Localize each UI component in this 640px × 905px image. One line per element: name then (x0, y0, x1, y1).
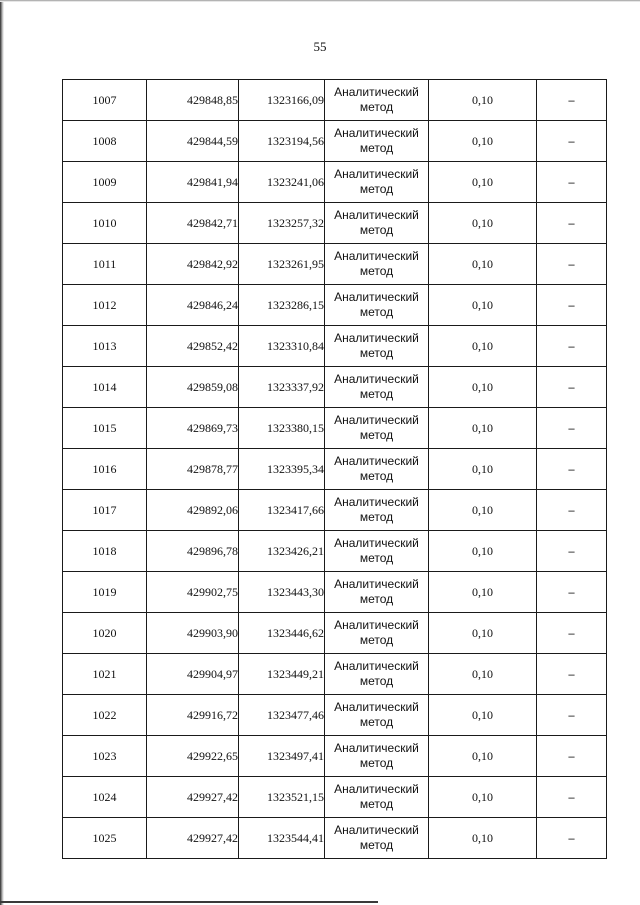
method-text: метод (359, 223, 394, 237)
method-cell (325, 777, 429, 818)
table-row (63, 326, 607, 367)
description-cell: – (537, 531, 607, 572)
method-text: Аналитический (334, 290, 419, 304)
accuracy-cell: 0,10 (429, 326, 537, 367)
description-cell: – (537, 162, 607, 203)
point-number-cell: 1013 (63, 326, 147, 367)
y-coordinate-cell: 1323337,92 (239, 367, 325, 408)
y-coordinate-cell: 1323521,15 (239, 777, 325, 818)
accuracy-cell: 0,10 (429, 121, 537, 162)
x-coordinate-cell: 429902,75 (147, 572, 239, 613)
description-cell: – (537, 367, 607, 408)
point-number-cell: 1015 (63, 408, 147, 449)
method-text: Аналитический (334, 413, 419, 427)
method-text: метод (359, 756, 394, 770)
y-coordinate-cell: 1323261,95 (239, 244, 325, 285)
method-text: Аналитический (334, 126, 419, 140)
description-cell: – (537, 121, 607, 162)
method-text: метод (359, 797, 394, 811)
description-cell: – (537, 695, 607, 736)
y-coordinate-cell: 1323497,41 (239, 736, 325, 777)
method-cell (325, 367, 429, 408)
method-text: Аналитический (334, 167, 419, 181)
method-text: Аналитический (334, 618, 419, 632)
method-text: метод (359, 387, 394, 401)
method-text: Аналитический (334, 782, 419, 796)
accuracy-cell: 0,10 (429, 695, 537, 736)
method-cell (325, 654, 429, 695)
method-cell (325, 818, 429, 859)
description-cell: – (537, 736, 607, 777)
point-number-cell: 1019 (63, 572, 147, 613)
y-coordinate-cell: 1323426,21 (239, 531, 325, 572)
accuracy-cell: 0,10 (429, 490, 537, 531)
description-cell: – (537, 490, 607, 531)
description-cell: – (537, 285, 607, 326)
x-coordinate-cell: 429892,06 (147, 490, 239, 531)
y-coordinate-cell: 1323477,46 (239, 695, 325, 736)
table-row (63, 654, 607, 695)
method-cell (325, 613, 429, 654)
table-row (63, 367, 607, 408)
y-coordinate-cell: 1323257,32 (239, 203, 325, 244)
y-coordinate-cell: 1323194,56 (239, 121, 325, 162)
point-number-cell: 1007 (63, 80, 147, 121)
method-cell (325, 203, 429, 244)
table-row (63, 449, 607, 490)
point-number-cell: 1009 (63, 162, 147, 203)
y-coordinate-cell: 1323443,30 (239, 572, 325, 613)
method-text: метод (359, 838, 394, 852)
description-cell: – (537, 777, 607, 818)
y-coordinate-cell: 1323449,21 (239, 654, 325, 695)
method-text: Аналитический (334, 208, 419, 222)
accuracy-cell: 0,10 (429, 367, 537, 408)
description-cell: – (537, 613, 607, 654)
y-coordinate-cell: 1323446,62 (239, 613, 325, 654)
method-text: Аналитический (334, 659, 419, 673)
method-text: Аналитический (334, 495, 419, 509)
method-text: метод (359, 551, 394, 565)
scan-shadow-left (0, 0, 4, 905)
accuracy-cell: 0,10 (429, 777, 537, 818)
accuracy-cell: 0,10 (429, 162, 537, 203)
description-cell: – (537, 244, 607, 285)
point-number-cell: 1008 (63, 121, 147, 162)
table-row (63, 736, 607, 777)
point-number-cell: 1018 (63, 531, 147, 572)
table-row (63, 613, 607, 654)
coordinates-table-body (63, 80, 607, 859)
point-number-cell: 1017 (63, 490, 147, 531)
accuracy-cell: 0,10 (429, 818, 537, 859)
method-text: метод (359, 264, 394, 278)
x-coordinate-cell: 429916,72 (147, 695, 239, 736)
method-cell (325, 531, 429, 572)
method-text: метод (359, 428, 394, 442)
description-cell: – (537, 572, 607, 613)
accuracy-cell: 0,10 (429, 244, 537, 285)
method-text: метод (359, 305, 394, 319)
method-cell (325, 408, 429, 449)
x-coordinate-cell: 429844,59 (147, 121, 239, 162)
description-cell: – (537, 203, 607, 244)
x-coordinate-cell: 429842,92 (147, 244, 239, 285)
x-coordinate-cell: 429846,24 (147, 285, 239, 326)
point-number-cell: 1022 (63, 695, 147, 736)
x-coordinate-cell: 429878,77 (147, 449, 239, 490)
method-cell (325, 326, 429, 367)
x-coordinate-cell: 429869,73 (147, 408, 239, 449)
x-coordinate-cell: 429842,71 (147, 203, 239, 244)
table-row (63, 777, 607, 818)
x-coordinate-cell: 429852,42 (147, 326, 239, 367)
description-cell: – (537, 80, 607, 121)
method-cell (325, 244, 429, 285)
method-cell (325, 490, 429, 531)
method-cell (325, 449, 429, 490)
table-row (63, 818, 607, 859)
method-cell (325, 285, 429, 326)
table-row (63, 695, 607, 736)
accuracy-cell: 0,10 (429, 80, 537, 121)
accuracy-cell: 0,10 (429, 736, 537, 777)
method-cell (325, 80, 429, 121)
accuracy-cell: 0,10 (429, 654, 537, 695)
table-row (63, 572, 607, 613)
method-text: Аналитический (334, 577, 419, 591)
method-text: метод (359, 715, 394, 729)
x-coordinate-cell: 429896,78 (147, 531, 239, 572)
point-number-cell: 1010 (63, 203, 147, 244)
method-text: метод (359, 674, 394, 688)
table-row (63, 244, 607, 285)
x-coordinate-cell: 429922,65 (147, 736, 239, 777)
point-number-cell: 1020 (63, 613, 147, 654)
point-number-cell: 1021 (63, 654, 147, 695)
method-text: Аналитический (334, 249, 419, 263)
accuracy-cell: 0,10 (429, 572, 537, 613)
y-coordinate-cell: 1323166,09 (239, 80, 325, 121)
accuracy-cell: 0,10 (429, 285, 537, 326)
point-number-cell: 1024 (63, 777, 147, 818)
point-number-cell: 1023 (63, 736, 147, 777)
table-row (63, 490, 607, 531)
coordinates-table (62, 79, 607, 859)
point-number-cell: 1011 (63, 244, 147, 285)
method-cell (325, 736, 429, 777)
table-row (63, 203, 607, 244)
method-text: Аналитический (334, 85, 419, 99)
method-text: метод (359, 469, 394, 483)
description-cell: – (537, 654, 607, 695)
x-coordinate-cell: 429859,08 (147, 367, 239, 408)
method-text: метод (359, 100, 394, 114)
y-coordinate-cell: 1323380,15 (239, 408, 325, 449)
table-row (63, 408, 607, 449)
table-row (63, 80, 607, 121)
method-text: метод (359, 141, 394, 155)
point-number-cell: 1016 (63, 449, 147, 490)
method-text: метод (359, 510, 394, 524)
x-coordinate-cell: 429848,85 (147, 80, 239, 121)
y-coordinate-cell: 1323286,15 (239, 285, 325, 326)
method-text: метод (359, 633, 394, 647)
method-text: Аналитический (334, 536, 419, 550)
accuracy-cell: 0,10 (429, 613, 537, 654)
method-text: Аналитический (334, 454, 419, 468)
x-coordinate-cell: 429903,90 (147, 613, 239, 654)
description-cell: – (537, 408, 607, 449)
y-coordinate-cell: 1323417,66 (239, 490, 325, 531)
method-text: метод (359, 182, 394, 196)
table-row (63, 285, 607, 326)
y-coordinate-cell: 1323241,06 (239, 162, 325, 203)
scan-line-bottom (0, 901, 378, 903)
x-coordinate-cell: 429841,94 (147, 162, 239, 203)
method-text: Аналитический (334, 331, 419, 345)
description-cell: – (537, 326, 607, 367)
x-coordinate-cell: 429927,42 (147, 818, 239, 859)
point-number-cell: 1025 (63, 818, 147, 859)
method-text: метод (359, 346, 394, 360)
table-row (63, 162, 607, 203)
method-cell (325, 572, 429, 613)
point-number-cell: 1014 (63, 367, 147, 408)
method-text: Аналитический (334, 741, 419, 755)
point-number-cell: 1012 (63, 285, 147, 326)
method-cell (325, 121, 429, 162)
method-text: Аналитический (334, 372, 419, 386)
description-cell: – (537, 818, 607, 859)
accuracy-cell: 0,10 (429, 531, 537, 572)
x-coordinate-cell: 429927,42 (147, 777, 239, 818)
accuracy-cell: 0,10 (429, 449, 537, 490)
y-coordinate-cell: 1323395,34 (239, 449, 325, 490)
table-row (63, 121, 607, 162)
description-cell: – (537, 449, 607, 490)
page-number: 55 (313, 39, 327, 54)
scan-shadow-top (0, 0, 640, 2)
x-coordinate-cell: 429904,97 (147, 654, 239, 695)
accuracy-cell: 0,10 (429, 203, 537, 244)
method-cell (325, 695, 429, 736)
method-text: Аналитический (334, 700, 419, 714)
method-text: Аналитический (334, 823, 419, 837)
y-coordinate-cell: 1323544,41 (239, 818, 325, 859)
table-row (63, 531, 607, 572)
accuracy-cell: 0,10 (429, 408, 537, 449)
method-cell (325, 162, 429, 203)
method-text: метод (359, 592, 394, 606)
y-coordinate-cell: 1323310,84 (239, 326, 325, 367)
